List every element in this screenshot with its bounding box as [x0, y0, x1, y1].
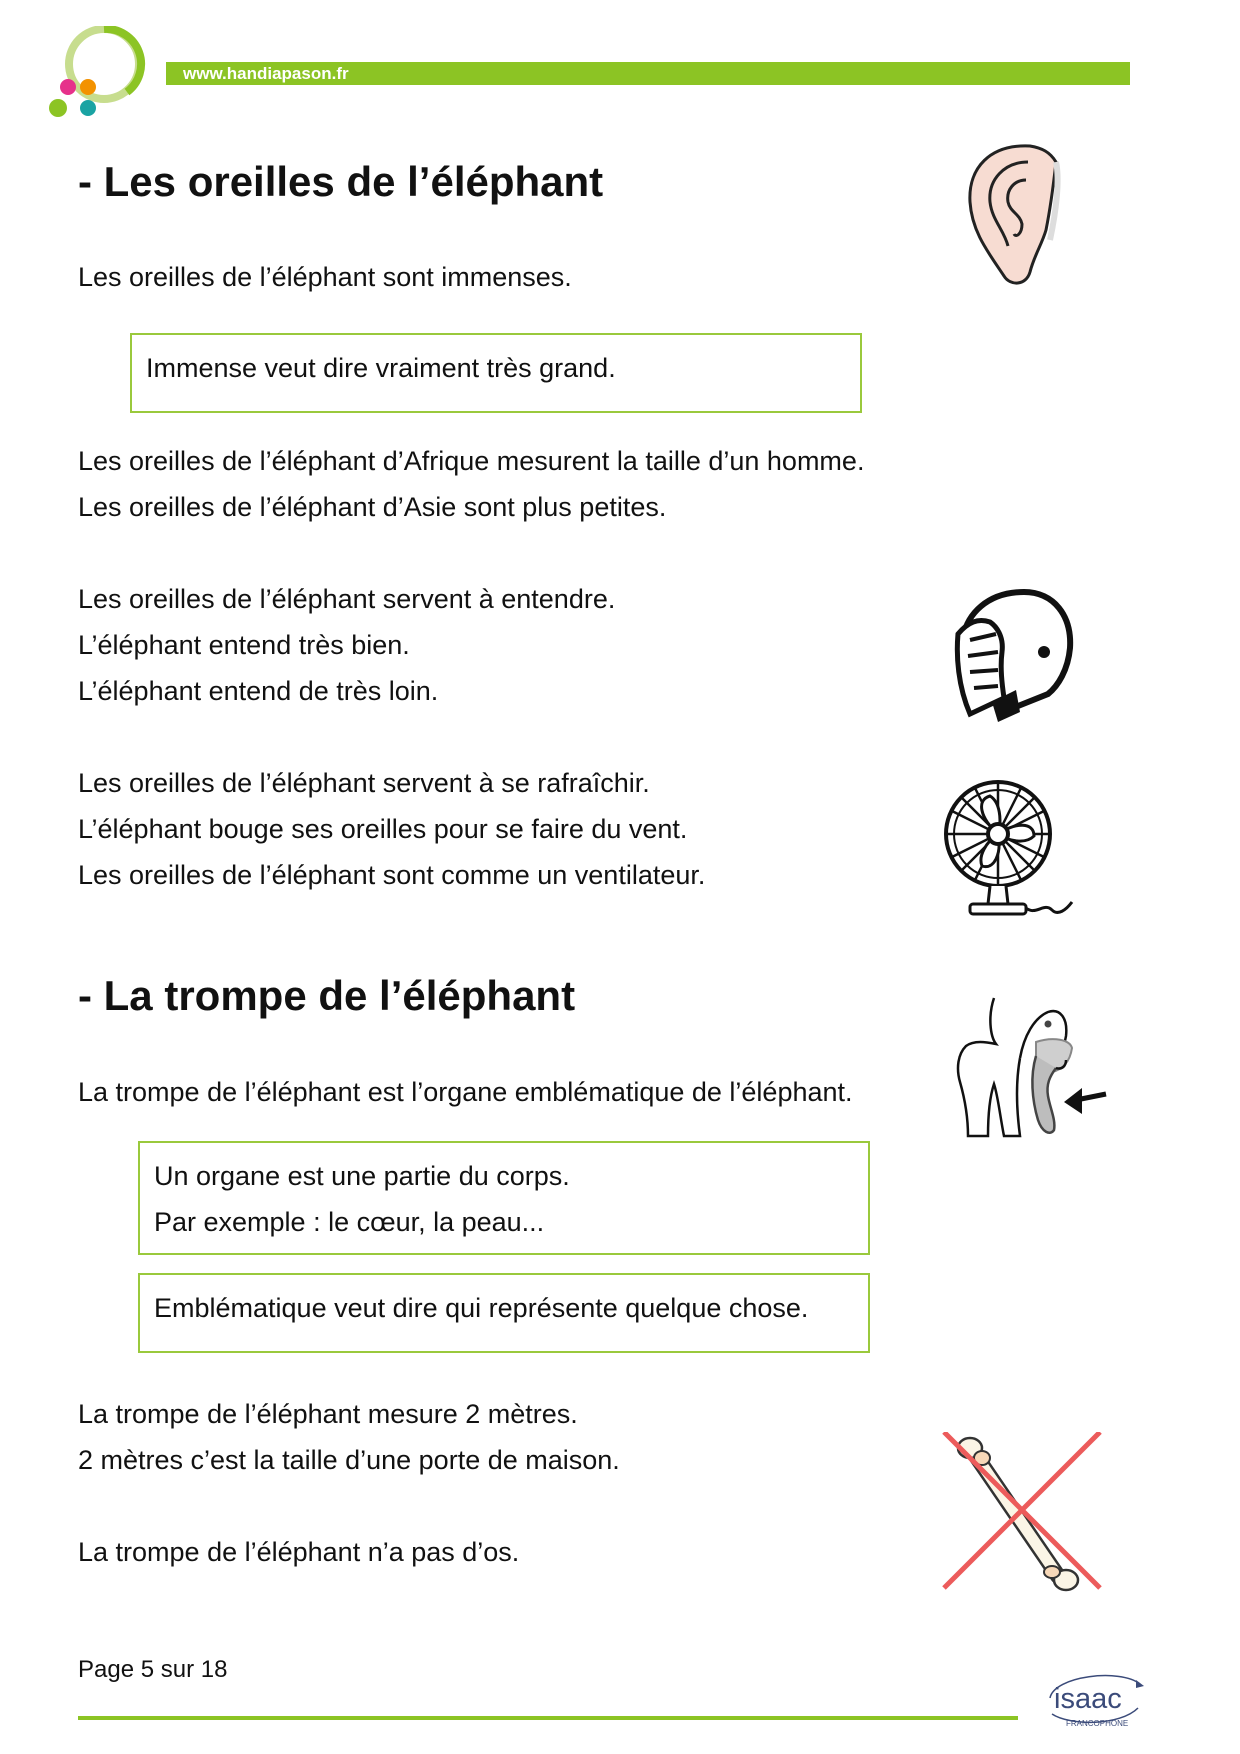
- text-line: Les oreilles de l’éléphant d’Afrique mesurent la taille d’un homme.: [78, 446, 865, 476]
- text-line: L’éléphant entend de très loin.: [78, 676, 439, 706]
- definition-text: Par exemple : le cœur, la peau...: [154, 1207, 545, 1237]
- section-title-trunk: - La trompe de l’éléphant: [78, 972, 576, 1019]
- text-line: 2 mètres c’est la taille d’une porte de maison.: [78, 1445, 620, 1475]
- paragraph: [78, 760, 705, 898]
- paragraph: [78, 438, 864, 530]
- isaac-logo-text: isaac: [1054, 1683, 1122, 1715]
- definition-box-emblematique: [138, 1273, 870, 1353]
- section-title-ears: - Les oreilles de l’éléphant: [78, 158, 604, 205]
- listening-head-icon: [948, 586, 1076, 731]
- text-line: La trompe de l’éléphant mesure 2 mètres.: [78, 1399, 578, 1429]
- crossed-bone-icon: [940, 1432, 1104, 1597]
- fan-icon: [940, 778, 1080, 929]
- page-number: Page 5 sur 18: [78, 1656, 228, 1683]
- paragraph: Les oreilles de l’éléphant sont immenses.: [78, 262, 572, 292]
- definition-box-immense: [130, 333, 862, 413]
- isaac-francophone-logo: [1040, 1668, 1150, 1735]
- definition-text: Emblématique veut dire qui représente quelque chose.: [154, 1293, 809, 1323]
- paragraph: [78, 576, 615, 714]
- definition-text: Un organe est une partie du corps.: [154, 1161, 570, 1191]
- elephant-trunk-icon: [944, 996, 1108, 1151]
- paragraph: La trompe de l’éléphant n’a pas d’os.: [78, 1537, 520, 1567]
- footer-line: [78, 1716, 1018, 1720]
- header-url[interactable]: www.handiapason.fr: [183, 64, 349, 83]
- definition-box-organe: [138, 1141, 870, 1255]
- text-line: Les oreilles de l’éléphant sont comme un ventilateur.: [78, 860, 706, 890]
- paragraph: La trompe de l’éléphant est l’organe emblématique de l’éléphant.: [78, 1077, 853, 1107]
- paragraph: [78, 1391, 620, 1483]
- text-line: L’éléphant bouge ses oreilles pour se faire du vent.: [78, 814, 688, 844]
- text-line: Les oreilles de l’éléphant servent à se rafraîchir.: [78, 768, 650, 798]
- isaac-logo-subtext: FRANCOPHONE: [1066, 1719, 1129, 1728]
- text-line: Les oreilles de l’éléphant servent à entendre.: [78, 584, 616, 614]
- ear-icon: [960, 140, 1070, 295]
- text-line: Les oreilles de l’éléphant d’Asie sont plus petites.: [78, 492, 667, 522]
- handiapason-logo: [42, 26, 152, 135]
- definition-text: Immense veut dire vraiment très grand.: [146, 353, 616, 383]
- text-line: L’éléphant entend très bien.: [78, 630, 410, 660]
